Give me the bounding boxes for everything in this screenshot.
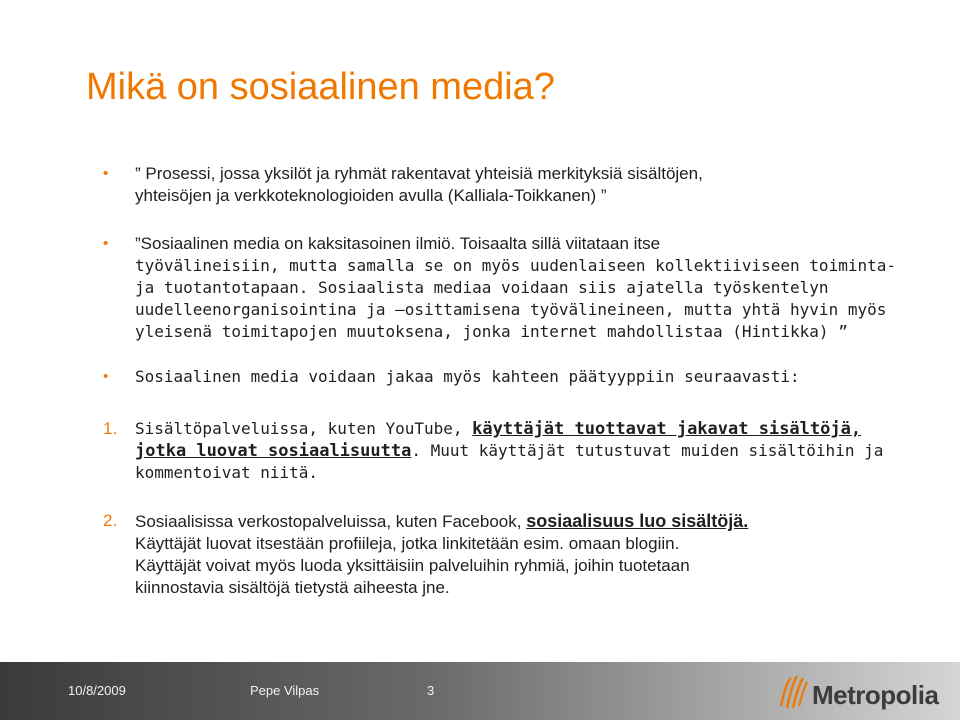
bullet-item-definition-kalliala xyxy=(135,163,875,207)
text-line: Käyttäjät luovat itsestään profiileja, jotka linkitetään esim. omaan blogiin. xyxy=(135,534,680,553)
text-line: uudelleenorganisointina ja –osittamisena työvälineineen, mutta yhtä hyvin myös xyxy=(135,300,887,319)
bullet-marker: • xyxy=(103,165,109,182)
footer-page-number: 3 xyxy=(427,683,435,698)
bullet-item-definition-hintikka xyxy=(135,233,896,343)
text-line xyxy=(135,440,884,462)
text-line: yhteisöjen ja verkkoteknologioiden avulla (Kalliala-Toikkanen) ” xyxy=(135,186,607,205)
footer-date: 10/8/2009 xyxy=(68,683,126,698)
text-line: Käyttäjät voivat myös luoda yksittäisiin palveluihin ryhmiä, joihin tuotetaan xyxy=(135,556,690,575)
bullet-marker: • xyxy=(103,368,109,385)
logo-wordmark: Metropolia xyxy=(812,680,939,710)
bullet-marker: • xyxy=(103,235,109,252)
text-line: ”Sosiaalinen media on kaksitasoinen ilmiö. Toisaalta sillä viitataan itse xyxy=(135,234,661,253)
list-number: 2. xyxy=(103,511,118,530)
slide-title: Mikä on sosiaalinen media? xyxy=(86,66,555,108)
text-line: Sosiaalinen media voidaan jakaa myös kahteen päätyyppiin seuraavasti: xyxy=(135,367,800,386)
text-line xyxy=(135,510,875,533)
text-line: kommentoivat niitä. xyxy=(135,463,319,482)
text-line xyxy=(135,418,875,440)
text-line: yleisenä toimitapojen muutoksena, jonka internet mahdollistaa (Hintikka) ” xyxy=(135,322,848,341)
bullet-item-two-types xyxy=(135,366,875,388)
text-line: kiinnostavia sisältöjä tietystä aiheesta jne. xyxy=(135,578,450,597)
numbered-item-network-services xyxy=(135,510,875,599)
text-segment: Sosiaalisissa verkostopalveluissa, kuten Facebook, xyxy=(135,512,527,531)
metropolia-logo xyxy=(778,672,948,714)
list-number: 1. xyxy=(103,419,118,438)
emphasized-text: käyttäjät tuottavat jakavat sisältöjä, xyxy=(472,419,862,439)
text-line: ja tuotantotapaan. Sosiaalista mediaa voidaan siis ajatella työskentelyn xyxy=(135,278,829,297)
text-segment: Sisältöpalveluissa, kuten YouTube, xyxy=(135,419,473,438)
footer-author: Pepe Vilpas xyxy=(250,683,320,698)
metropolia-logo-mark-icon xyxy=(778,672,812,714)
numbered-item-content-services xyxy=(135,418,884,484)
text-line: työvälineisiin, mutta samalla se on myös uudenlaiseen kollektiiviseen toiminta- xyxy=(135,256,896,275)
emphasized-text: sosiaalisuus luo sisältöjä. xyxy=(526,511,749,531)
footer-bar xyxy=(0,662,960,720)
text-line: ” Prosessi, jossa yksilöt ja ryhmät rakentavat yhteisiä merkityksiä sisältöjen, xyxy=(135,164,703,183)
text-segment: . Muut käyttäjät tutustuvat muiden sisältöihin ja xyxy=(411,441,884,460)
emphasized-text: jotka luovat sosiaalisuutta xyxy=(135,441,412,461)
